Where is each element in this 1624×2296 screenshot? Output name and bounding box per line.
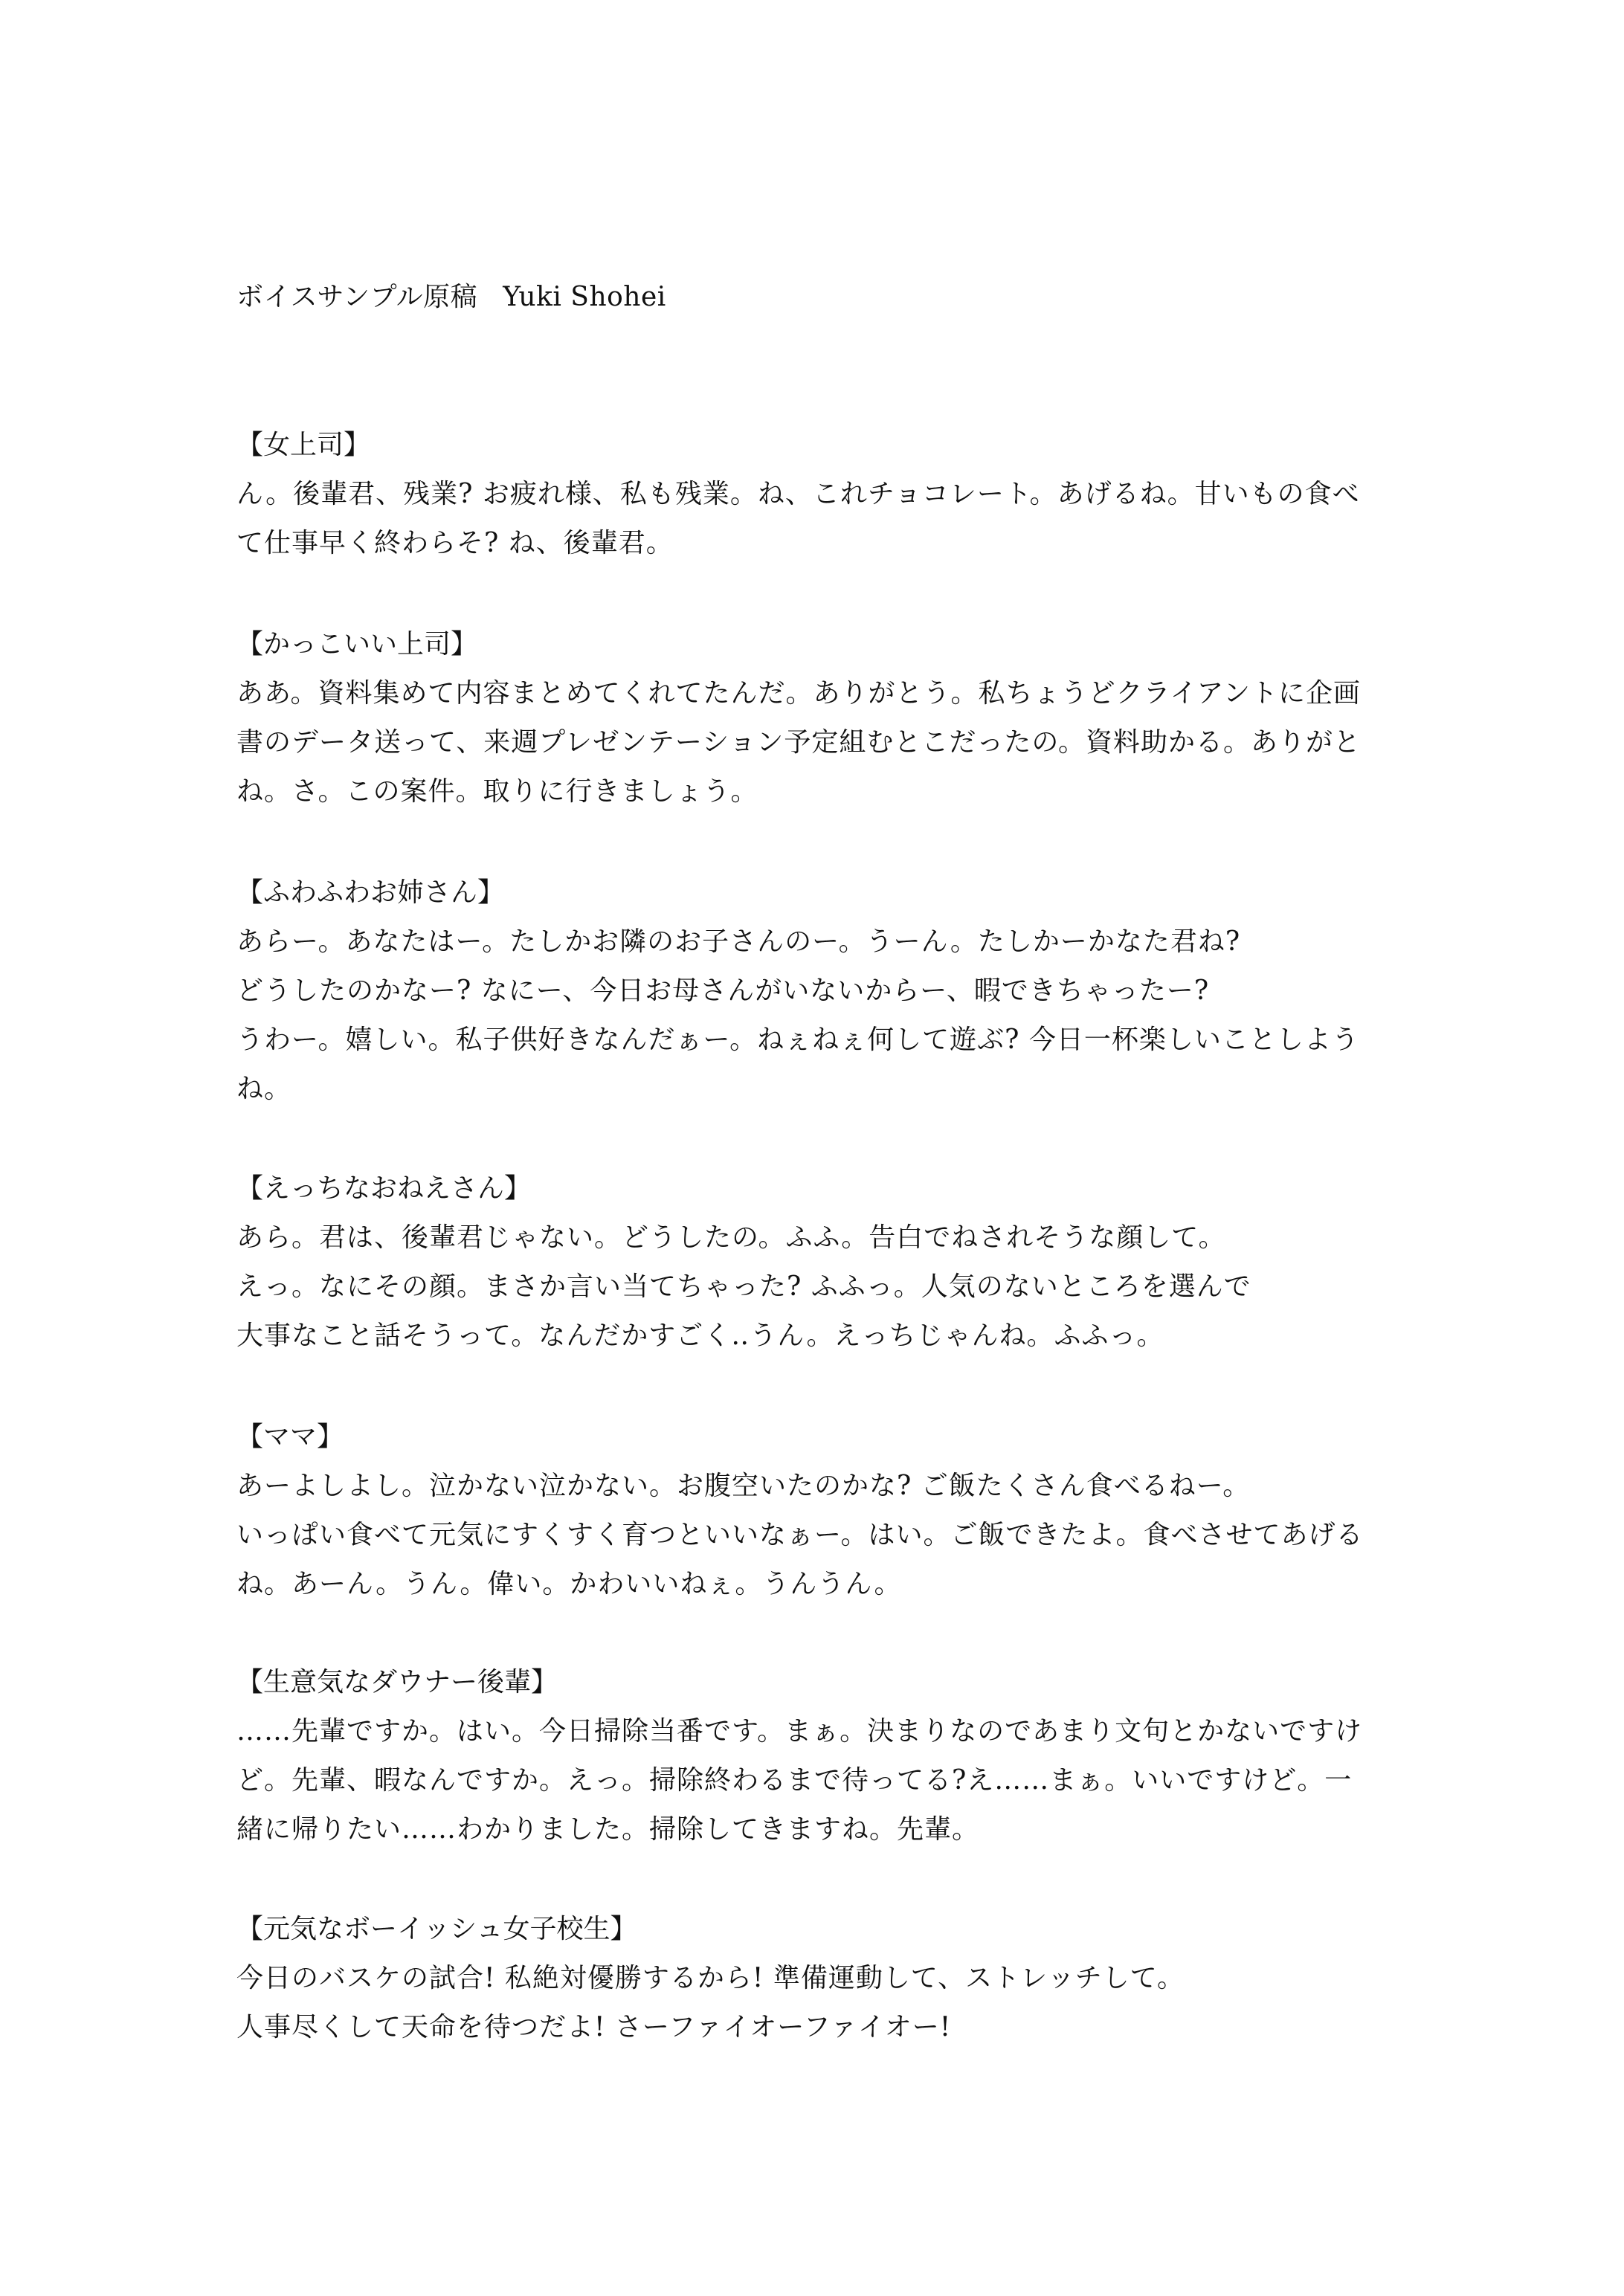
section-cool-boss [236,620,1396,816]
section-heading: 【ふわふわお姉さん】 [236,877,505,908]
script-line: ……先輩ですか。はい。今日掃除当番です。まぁ。決まりなのであまり文句とかないですけ [236,1716,1363,1747]
script-line: ね。さ。この案件。取りに行きましょう。 [236,776,758,807]
script-line: あら。君は、後輩君じゃない。どうしたの。ふふ。告白でねされそうな顔して。 [236,1222,1226,1253]
section-female-boss [236,421,1396,568]
script-line: ね。あーん。うん。偉い。かわいいねぇ。うんうん。 [236,1569,902,1599]
script-line: ん。後輩君、残業? お疲れ様、私も残業。ね、これチョコレート。あげるね。甘いもの食べ [236,479,1360,509]
script-line: 今日のバスケの試合! 私絶対優勝するから! 準備運動して、ストレッチして。 [236,1963,1185,1993]
section-heading: 【かっこいい上司】 [236,629,478,660]
section-heading: 【えっちなおねえさん】 [236,1173,532,1204]
script-line: ね。 [236,1074,292,1104]
script-line: 緒に帰りたい……わかりました。掃除してきますね。先輩。 [236,1814,980,1845]
section-energetic-boyish-schoolgirl [236,1905,1396,2052]
section-cheeky-downer-kouhai [236,1658,1396,1854]
section-heading: 【女上司】 [236,430,371,460]
section-heading: 【生意気なダウナー後輩】 [236,1667,558,1697]
section-fluffy-onee-san [236,868,1396,1114]
section-naughty-onee-san [236,1164,1396,1361]
script-line: 書のデータ送って、来週プレゼンテーション予定組むとこだったの。資料助かる。ありがと [236,727,1361,758]
script-line: あーよしよし。泣かない泣かない。お腹空いたのかな? ご飯たくさん食べるねー。 [236,1471,1251,1501]
script-line: どうしたのかなー? なにー、今日お母さんがいないからー、暇できちゃったー? [236,976,1210,1006]
script-line: あらー。あなたはー。たしかお隣のお子さんのー。うーん。たしかーかなた君ね? [236,926,1241,957]
script-line: 人事尽くして天命を待つだよ! さーファイオーファイオー! [236,2012,952,2042]
document-title-line [236,278,666,317]
document-title: ボイスサンプル原稿 [236,282,478,312]
document-author: Yuki Shohei [503,282,666,312]
section-mama [236,1413,1396,1609]
script-line: ああ。資料集めて内容まとめてくれてたんだ。ありがとう。私ちょうどクライアントに企画 [236,678,1361,709]
script-line: うわー。嬉しい。私子供好きなんだぁー。ねぇねぇ何して遊ぶ? 今日一杯楽しいことしよう [236,1025,1359,1055]
script-line: いっぱい食べて元気にすくすく育つといいなぁー。はい。ご飯できたよ。食べさせてあげる [236,1520,1364,1550]
script-line: 大事なこと話そうって。なんだかすごく‥うん。えっちじゃんね。ふふっ。 [236,1320,1164,1351]
section-heading: 【元気なボーイッシュ女子校生】 [236,1914,637,1944]
script-line: て仕事早く終わらそ? ね、後輩君。 [236,528,674,558]
script-line: ど。先輩、暇なんですか。えっ。掃除終わるまで待ってる?え……まぁ。いいですけど。一 [236,1765,1353,1796]
section-heading: 【ママ】 [236,1422,344,1452]
script-line: えっ。なにその顔。まさか言い当てちゃった? ふふっ。人気のないところを選んで [236,1271,1251,1302]
